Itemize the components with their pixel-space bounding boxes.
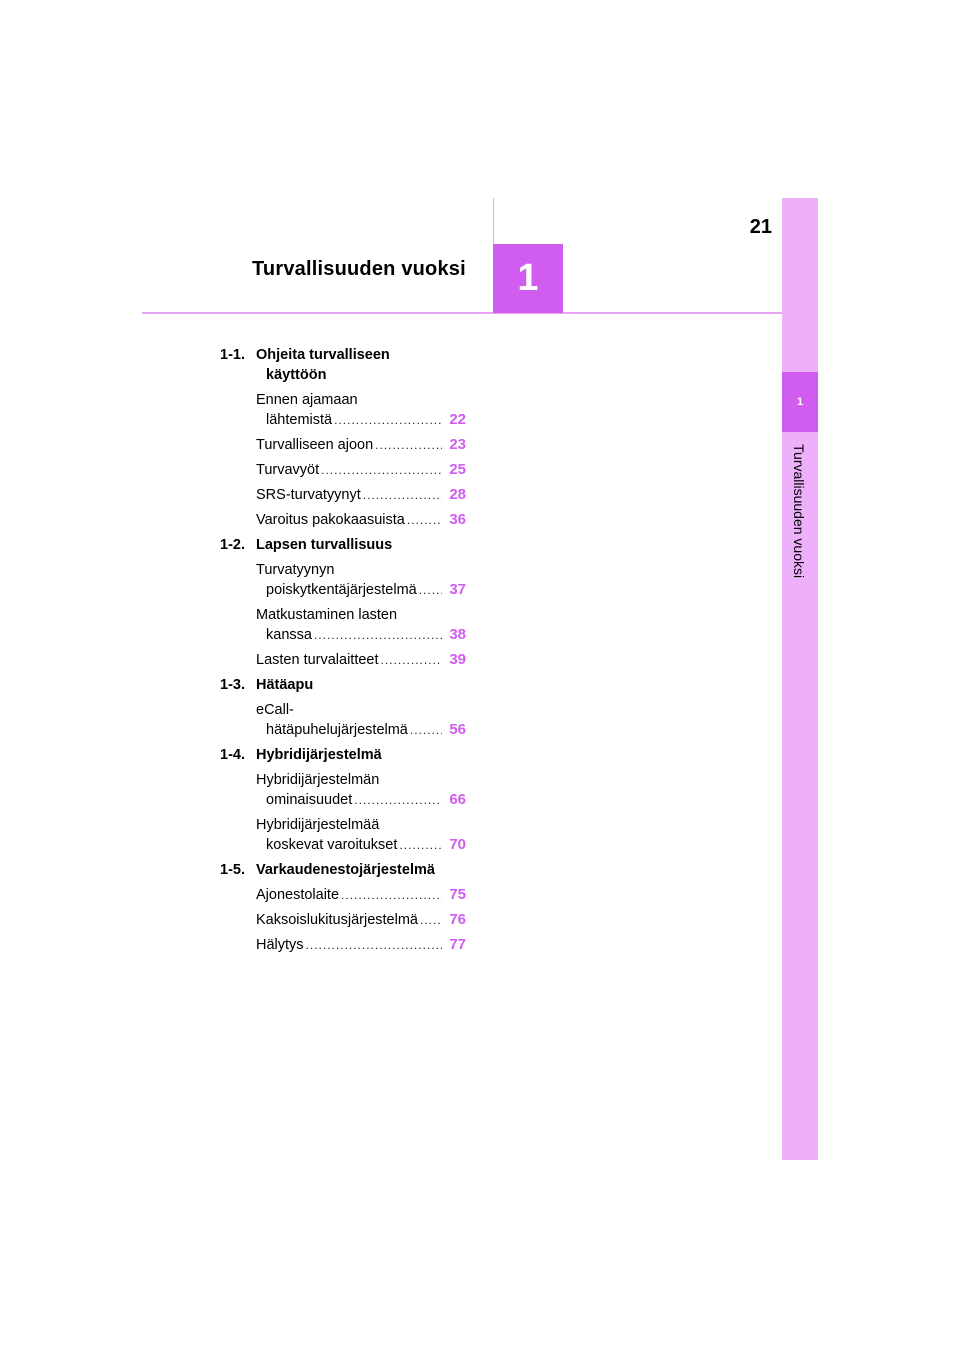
toc-entry[interactable] [256,560,466,600]
section-title-line: käyttöön [266,367,327,383]
section-number: 1-5. [220,862,245,878]
toc-page-link[interactable]: 28 [449,486,466,503]
toc-entry-text: hätäpuhelujärjestelmä [266,722,408,738]
toc-entry[interactable] [256,435,466,455]
dot-leader [306,935,442,955]
toc-page-link[interactable]: 76 [449,911,466,928]
toc-entry-text: Varoitus pakokaasuista [256,512,405,528]
chapter-number-box: 1 [493,244,563,313]
toc-page-link[interactable]: 37 [449,581,466,598]
header-divider-horizontal [142,312,782,314]
toc-entry-text: eCall- [256,702,294,718]
toc-section-heading[interactable] [220,860,466,880]
section-title [256,535,466,555]
section-number: 1-2. [220,537,245,553]
toc-page-link[interactable]: 25 [449,461,466,478]
dot-leader [407,510,442,530]
toc-entry-text: kanssa [266,627,312,643]
dot-leader [363,485,442,505]
toc-entry[interactable] [256,910,466,930]
toc-entry-text: Kaksoislukitusjärjestelmä [256,912,418,928]
toc-page-link[interactable]: 36 [449,511,466,528]
section-title-line: Hätäapu [256,677,314,693]
toc-entry-text: ominaisuudet [266,792,353,808]
toc-page-link[interactable]: 75 [449,886,466,903]
toc-entry-text: poiskytkentäjärjestelmä [266,582,417,598]
toc-page-link[interactable]: 23 [449,436,466,453]
dot-leader [314,625,442,645]
toc-entry[interactable] [256,460,466,480]
toc-page-link[interactable]: 22 [449,411,466,428]
toc-section-heading[interactable] [220,535,466,555]
toc-page-link[interactable]: 66 [449,791,466,808]
sidebar-strip [782,198,818,1160]
toc-section-heading[interactable] [220,675,466,695]
section-number: 1-3. [220,677,245,693]
toc-section-heading[interactable] [220,345,466,385]
toc-entry-text: Turvavyöt [256,462,320,478]
sidebar-chapter-tab[interactable]: 1 [782,372,818,432]
toc-entry-text: Ajonestolaite [256,887,340,903]
toc-page-link[interactable]: 77 [449,936,466,953]
toc-entry[interactable] [256,650,466,670]
toc-entry-text: lähtemistä [266,412,333,428]
sidebar-chapter-label: Turvallisuuden vuoksi [791,444,807,579]
dot-leader [419,580,442,600]
chapter-title: Turvallisuuden vuoksi [252,258,466,280]
toc-entry[interactable] [256,885,466,905]
dot-leader [375,435,442,455]
section-title [256,745,466,765]
header-divider-vertical [493,198,494,244]
toc-entry-text: koskevat varoitukset [266,837,398,853]
section-title-line: Varkaudenestojärjestelmä [256,862,435,878]
toc-entry[interactable] [256,605,466,645]
toc-entry-text: Lasten turvalaitteet [256,652,379,668]
section-number: 1-4. [220,747,245,763]
dot-leader [410,720,442,740]
section-title-line: Lapsen turvallisuus [256,537,393,553]
dot-leader [354,790,442,810]
toc-entry-text: Ennen ajamaan [256,392,358,408]
toc-entry-text: Hälytys [256,937,304,953]
section-title [256,345,466,385]
dot-leader [321,460,442,480]
toc-entry-text: Hybridijärjestelmää [256,817,380,833]
page-number: 21 [749,216,772,238]
section-title-line: Hybridijärjestelmä [256,747,382,763]
toc-entry[interactable] [256,700,466,740]
dot-leader [420,910,442,930]
toc-entry[interactable] [256,770,466,810]
toc-page-link[interactable]: 38 [449,626,466,643]
section-number: 1-1. [220,347,245,363]
dot-leader [399,835,442,855]
toc-entry[interactable] [256,935,466,955]
toc-entry-text: Turvalliseen ajoon [256,437,374,453]
toc-entry[interactable] [256,815,466,855]
toc-page-link[interactable]: 39 [449,651,466,668]
table-of-contents [220,345,466,960]
toc-entry[interactable] [256,510,466,530]
toc-entry-text: SRS-turvatyynyt [256,487,361,503]
dot-leader [341,885,442,905]
toc-page-link[interactable]: 56 [449,721,466,738]
toc-entry-text: Hybridijärjestelmän [256,772,380,788]
section-title-line: Ohjeita turvalliseen [256,347,390,363]
dot-leader [334,410,442,430]
toc-entry-text: Matkustaminen lasten [256,607,398,623]
toc-entry[interactable] [256,390,466,430]
section-title [256,675,466,695]
dot-leader [381,650,442,670]
toc-entry-text: Turvatyynyn [256,562,335,578]
toc-section-heading[interactable] [220,745,466,765]
toc-entry[interactable] [256,485,466,505]
toc-page-link[interactable]: 70 [449,836,466,853]
section-title [256,860,466,880]
